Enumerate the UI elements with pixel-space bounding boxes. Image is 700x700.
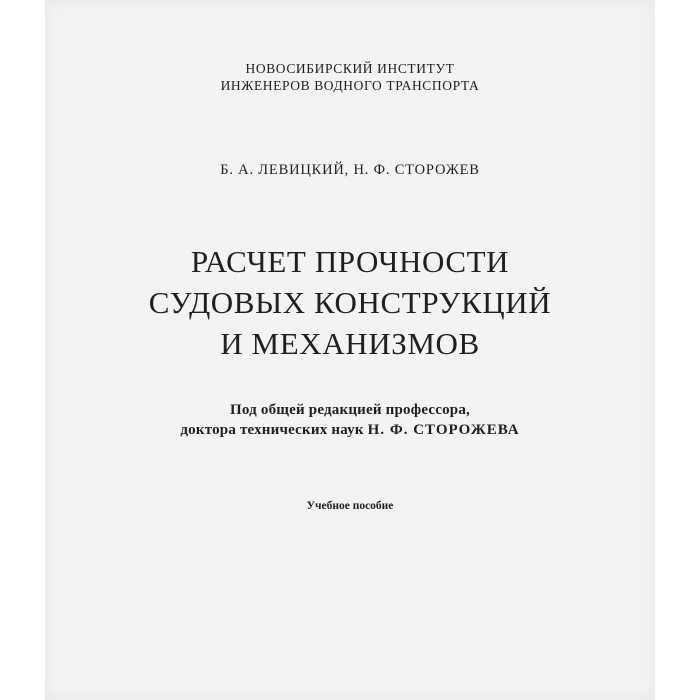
- book-title-line-3: И МЕХАНИЗМОВ: [220, 326, 480, 361]
- editor-line-2: [45, 421, 655, 440]
- institute-name-line-1: НОВОСИБИРСКИЙ ИНСТИТУТ: [245, 61, 455, 76]
- book-title-line-1: РАСЧЕТ ПРОЧНОСТИ: [190, 244, 510, 279]
- book-title-line-2: СУДОВЫХ КОНСТРУКЦИЙ: [148, 285, 552, 320]
- editor-name: Н. Ф. СТОРОЖЕВА: [367, 422, 520, 438]
- book-type: Учебное пособие: [306, 500, 394, 512]
- institute-name-line-2: ИНЖЕНЕРОВ ВОДНОГО ТРАНСПОРТА: [220, 78, 480, 93]
- editor-credentials: доктора технических наук: [180, 422, 364, 438]
- editor-line-1: Под общей редакцией профессора,: [230, 402, 470, 418]
- authors: Б. А. ЛЕВИЦКИЙ, Н. Ф. СТОРОЖЕВ: [220, 162, 480, 178]
- title-page: [45, 0, 655, 700]
